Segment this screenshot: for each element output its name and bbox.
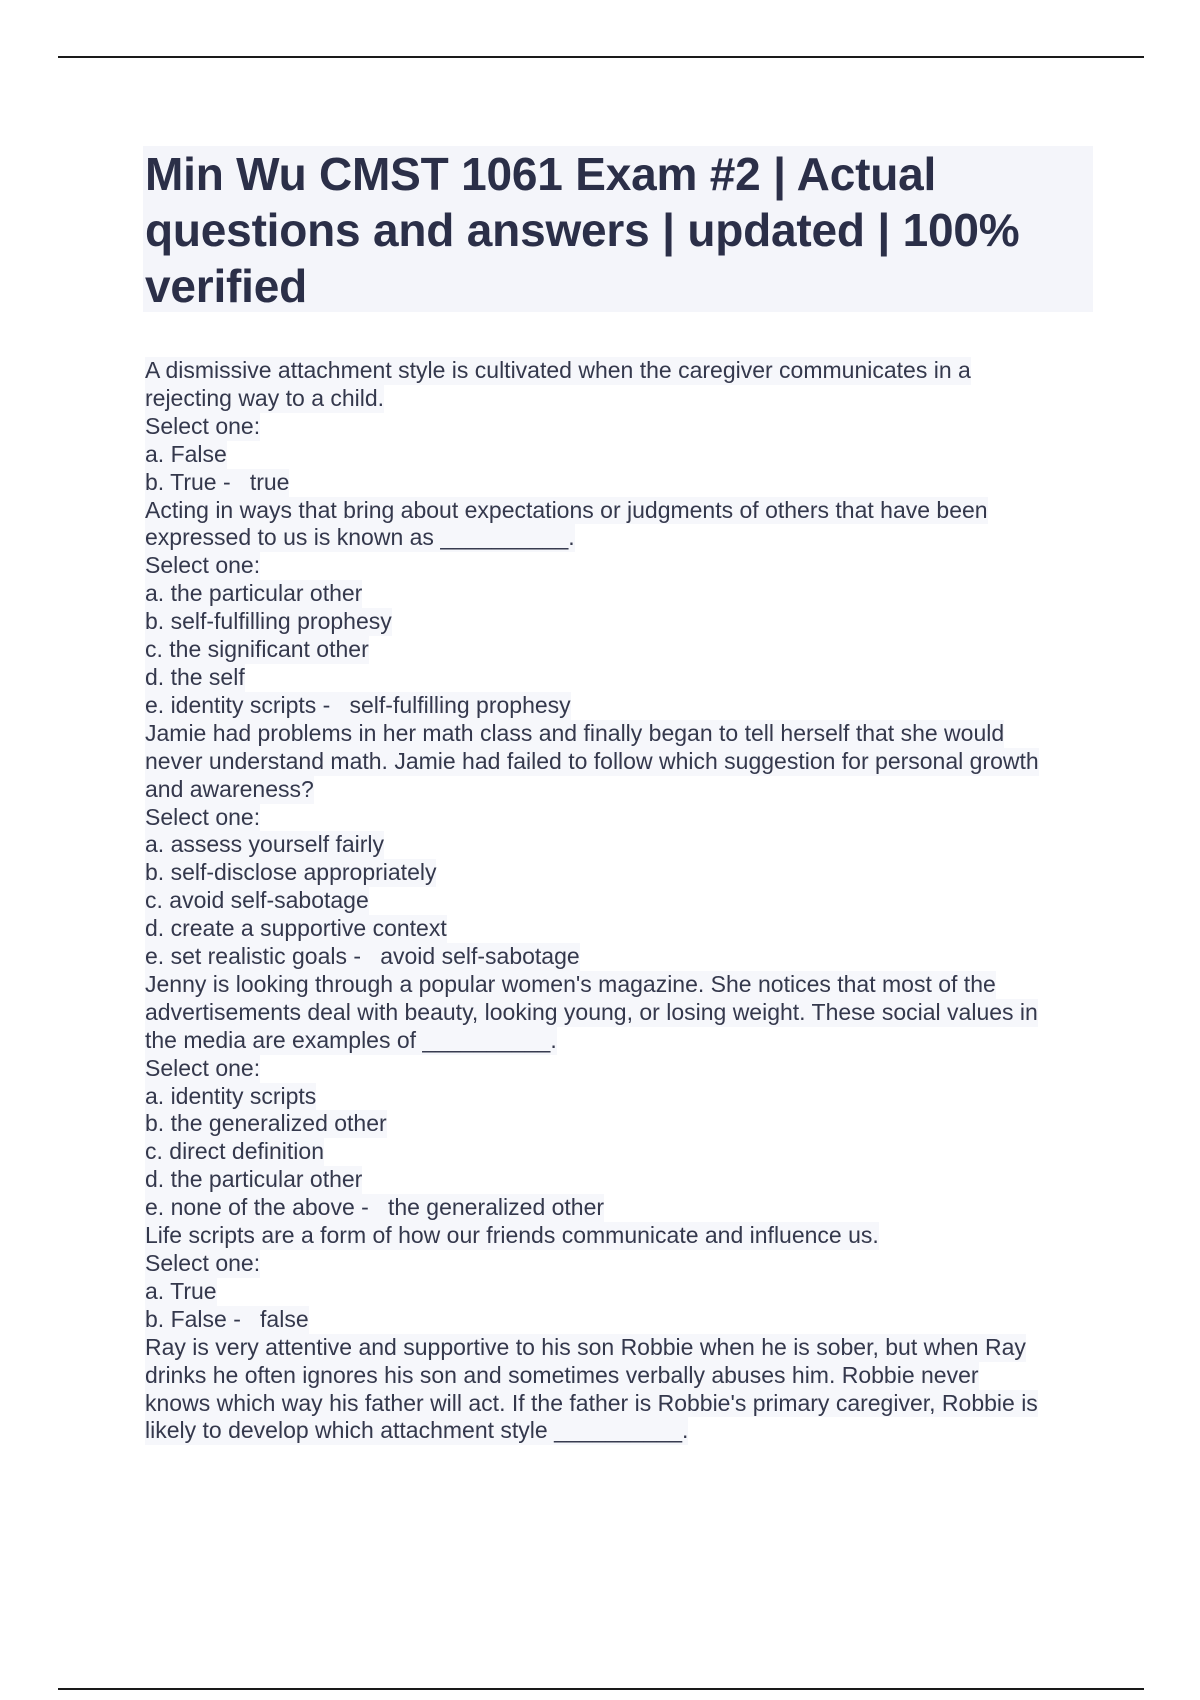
text-line: c. the significant other bbox=[145, 636, 369, 663]
text-line: a. the particular other bbox=[145, 580, 363, 607]
text-line: likely to develop which attachment style __________. bbox=[145, 1417, 689, 1444]
text-line: e. none of the above - the generalized other bbox=[145, 1194, 605, 1221]
text-line: d. create a supportive context bbox=[145, 915, 447, 942]
text-line: advertisements deal with beauty, looking young, or losing weight. These social values in bbox=[145, 998, 1038, 1025]
text-line: Ray is very attentive and supportive to his son Robbie when he is sober, but when Ray bbox=[145, 1333, 1026, 1360]
top-rule bbox=[58, 56, 1144, 58]
question-text bbox=[145, 357, 1095, 1445]
text-line: and awareness? bbox=[145, 775, 314, 802]
text-line: Life scripts are a form of how our friends communicate and influence us. bbox=[145, 1222, 879, 1249]
text-line: A dismissive attachment style is cultivated when the caregiver communicates in a bbox=[145, 357, 971, 383]
text-line: Jenny is looking through a popular women's magazine. She notices that most of the bbox=[145, 970, 996, 997]
text-line: Select one: bbox=[145, 1250, 261, 1276]
text-line: b. self-fulfilling prophesy bbox=[145, 608, 392, 635]
text-line: Select one: bbox=[145, 803, 261, 830]
text-line: a. assess yourself fairly bbox=[145, 831, 385, 858]
text-line: a. False bbox=[145, 440, 227, 467]
bottom-rule bbox=[58, 1688, 1144, 1690]
text-line: Jamie had problems in her math class and finally began to tell herself that she would bbox=[145, 719, 1005, 746]
text-line: Select one: bbox=[145, 1054, 261, 1081]
text-line: b. the generalized other bbox=[145, 1110, 387, 1137]
text-line: c. avoid self-sabotage bbox=[145, 887, 369, 914]
text-line: the media are examples of __________. bbox=[145, 1026, 557, 1053]
text-line: Select one: bbox=[145, 412, 261, 439]
text-line: never understand math. Jamie had failed to follow which suggestion for personal growth bbox=[145, 747, 1039, 774]
text-line: knows which way his father will act. If the father is Robbie's primary caregiver, Robbie is bbox=[145, 1389, 1038, 1416]
text-line: drinks he often ignores his son and sometimes verbally abuses him. Robbie never bbox=[145, 1361, 979, 1388]
text-line: b. self-disclose appropriately bbox=[145, 859, 437, 886]
text-line: d. the self bbox=[145, 663, 245, 690]
text-line: a. True bbox=[145, 1277, 217, 1304]
text-line: expressed to us is known as __________. bbox=[145, 524, 575, 551]
text-line: e. set realistic goals - avoid self-sabotage bbox=[145, 943, 580, 970]
text-line: d. the particular other bbox=[145, 1166, 363, 1193]
title-block bbox=[143, 146, 1093, 312]
text-line: e. identity scripts - self-fulfilling prophesy bbox=[145, 691, 571, 718]
text-line: b. True - true bbox=[145, 468, 290, 495]
text-line: a. identity scripts bbox=[145, 1082, 317, 1109]
text-line: b. False - false bbox=[145, 1305, 309, 1332]
text-line: Acting in ways that bring about expectations or judgments of others that have been bbox=[145, 496, 988, 523]
document-title: Min Wu CMST 1061 Exam #2 | Actual questions and answers | updated | 100% verified bbox=[145, 148, 1020, 312]
text-line: rejecting way to a child. bbox=[145, 384, 385, 411]
text-line: c. direct definition bbox=[145, 1138, 324, 1165]
text-line: Select one: bbox=[145, 552, 261, 579]
